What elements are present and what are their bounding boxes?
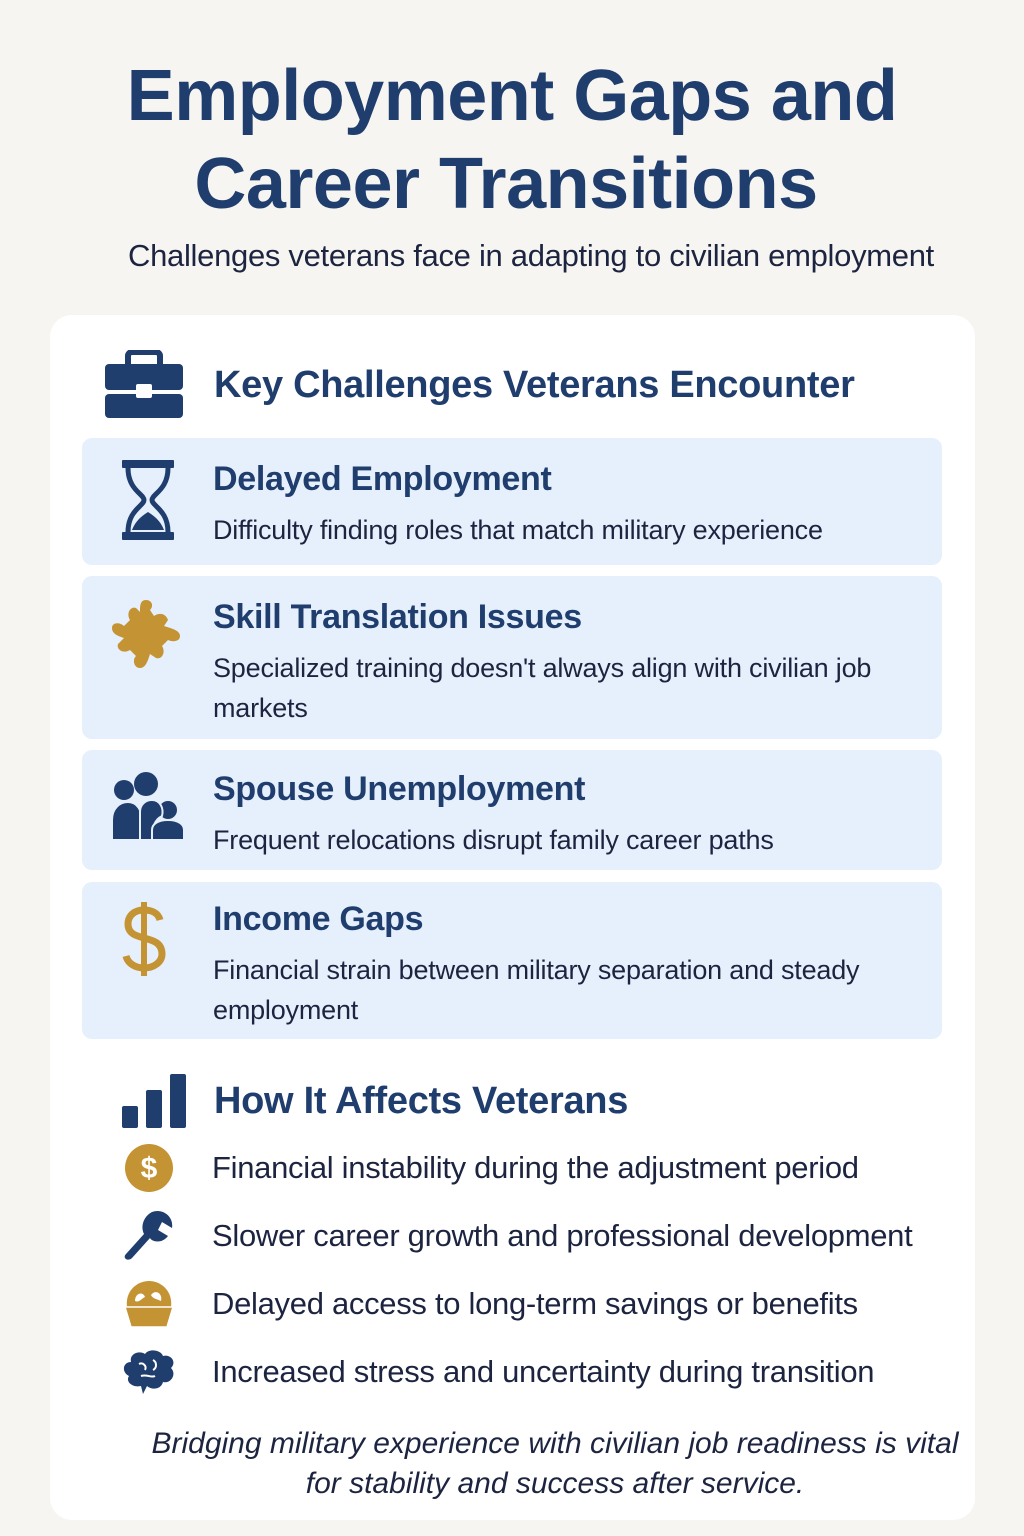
effect-item: [118, 1208, 912, 1264]
hourglass-icon: [120, 460, 176, 545]
challenge-title: Skill Translation Issues: [213, 598, 582, 636]
svg-text:$: $: [140, 1152, 158, 1185]
closing-quote: Bridging military experience with civilian job readiness is vital for stability and success after service.: [151, 1427, 959, 1500]
challenge-description: Financial strain between military separation and steady employment: [213, 955, 860, 1025]
challenge-title: Spouse Unemployment: [213, 770, 586, 808]
effect-item: [118, 1344, 874, 1400]
savings-basket-icon: [118, 1276, 180, 1332]
challenge-description: Frequent relocations disrupt family career paths: [213, 825, 774, 855]
family-icon: [110, 772, 186, 847]
bar-chart-icon: [120, 1072, 188, 1130]
puzzle-piece-icon: [110, 598, 182, 675]
effect-item: [118, 1140, 859, 1196]
effect-text: Increased stress and uncertainty during transition: [212, 1354, 875, 1389]
dollar-coin-icon: [118, 1140, 180, 1196]
challenge-description: Difficulty finding roles that match military experience: [213, 515, 823, 545]
page-title: [0, 52, 1024, 228]
challenge-title: Income Gaps: [213, 900, 424, 938]
challenge-card-delayed-employment: [82, 438, 942, 565]
title-line-2: Career Transitions: [194, 144, 818, 224]
challenge-card-income-gaps: [82, 882, 942, 1039]
challenge-card-skill-translation: [82, 576, 942, 739]
dollar-sign-icon: [122, 902, 166, 981]
effect-item: [118, 1276, 858, 1332]
effect-text: Slower career growth and professional development: [212, 1218, 913, 1253]
title-line-1: Employment Gaps and: [126, 56, 898, 136]
challenge-title: Delayed Employment: [213, 460, 552, 498]
briefcase-icon: [104, 350, 184, 420]
effect-text: Delayed access to long-term savings or benefits: [212, 1286, 858, 1321]
effects-heading-text: How It Affects Veterans: [214, 1079, 629, 1122]
challenges-heading-text: Key Challenges Veterans Encounter: [214, 363, 855, 406]
page-subtitle: Challenges veterans face in adapting to civilian employment: [128, 238, 934, 273]
wrench-icon: [118, 1208, 180, 1264]
challenge-card-spouse-unemployment: [82, 750, 942, 870]
challenges-section-heading: [104, 350, 855, 420]
brain-icon: [118, 1344, 180, 1400]
effect-text: Financial instability during the adjustment period: [212, 1150, 859, 1185]
challenge-description: Specialized training doesn't always align with civilian job markets: [213, 653, 872, 723]
effects-section-heading: [120, 1072, 628, 1130]
